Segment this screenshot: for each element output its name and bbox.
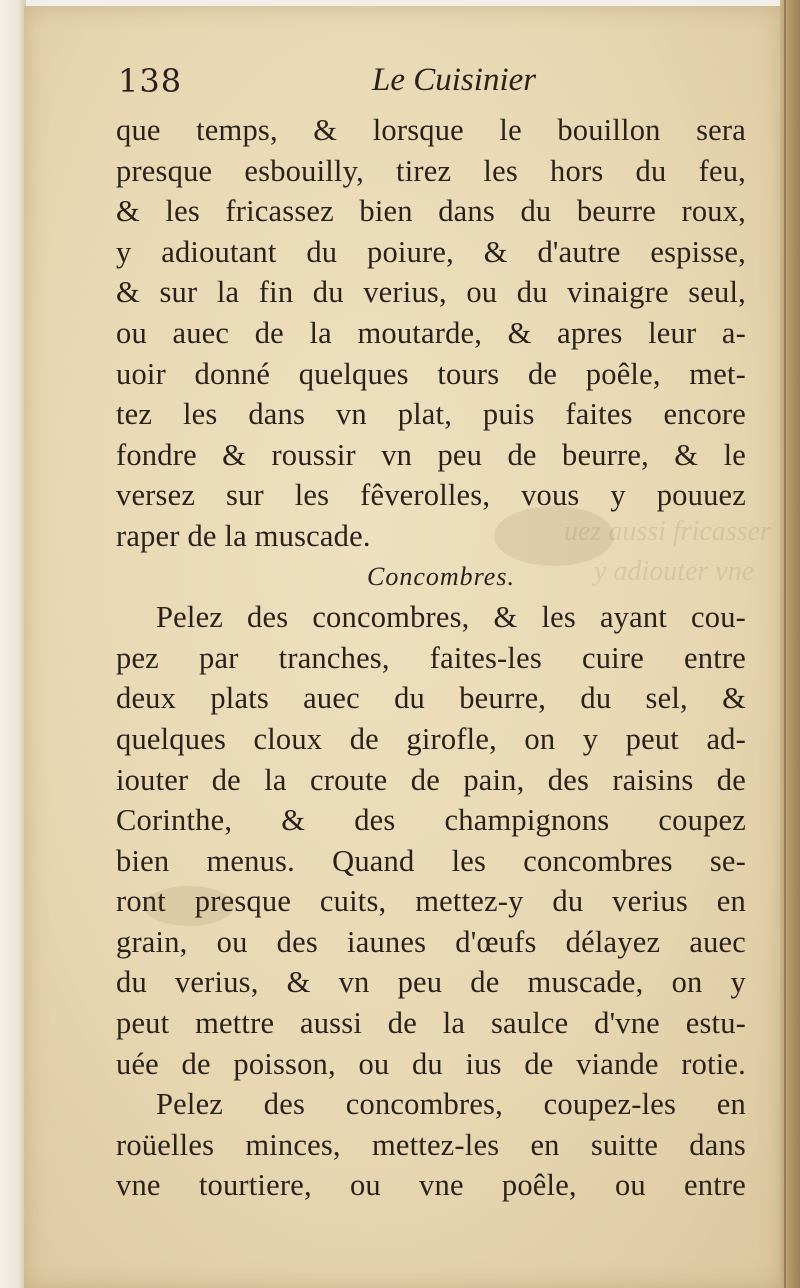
text-line: pez par tranches, faites-les cuire entre [116,640,746,675]
text-line: ront presque cuits, mettez-y du verius en [116,884,746,919]
text-line: du verius, & vn peu de muscade, on y [116,965,746,1000]
section-heading: Concombres. [367,561,515,591]
text-line: Pelez des concombres, coupez-les en [156,1087,746,1122]
page-number: 138 [118,62,183,100]
show-through-text: y adiouter vne [594,556,755,587]
running-title: Le Cuisinier [372,62,537,98]
text-line: raper de la muscade. [116,518,371,553]
text-line: deux plats auec du beurre, du sel, & [116,681,746,716]
show-through-text: uez aussi fricasser [564,516,771,547]
text-line: bien menus. Quand les concombres se- [116,843,746,878]
text-line: fondre & roussir vn peu de beurre, & le [116,437,746,472]
text-line: grain, ou des iaunes d'œufs délayez auec [116,924,746,959]
text-line: Pelez des concombres, & les ayant cou- [156,600,746,635]
running-head [118,62,738,106]
text-line: vne tourtiere, ou vne poêle, ou entre [116,1168,746,1203]
text-line: peut mettre aussi de la saulce d'vne estu- [116,1006,746,1041]
text-line: presque esbouilly, tirez les hors du feu, [116,153,746,188]
text-line: tez les dans vn plat, puis faites encore [116,397,746,432]
text-line: versez sur les fêverolles, vous y pouuez [116,478,746,513]
text-line: uée de poisson, ou du ius de viande rotie. [116,1046,746,1081]
text-line: & sur la fin du verius, ou du vinaigre seul, [116,275,746,310]
text-line: roüelles minces, mettez-les en suitte dans [116,1127,746,1162]
text-line: y adioutant du poiure, & d'autre espisse, [116,234,746,269]
text-line: quelques cloux de girofle, on y peut ad- [116,721,746,756]
text-line: & les fricassez bien dans du beurre roux, [116,194,746,229]
text-line: Corinthe, & des champignons coupez [116,803,746,838]
page-fore-edge [780,0,800,1288]
text-line: que temps, & lorsque le bouillon sera [116,113,746,147]
text-line: uoir donné quelques tours de poêle, met- [116,356,746,391]
scan-background-left [0,0,26,1288]
text-line: ou auec de la moutarde, & apres leur a- [116,315,746,350]
text-line: iouter de la croute de pain, des raisins de [116,762,746,797]
text-block [116,110,746,1206]
